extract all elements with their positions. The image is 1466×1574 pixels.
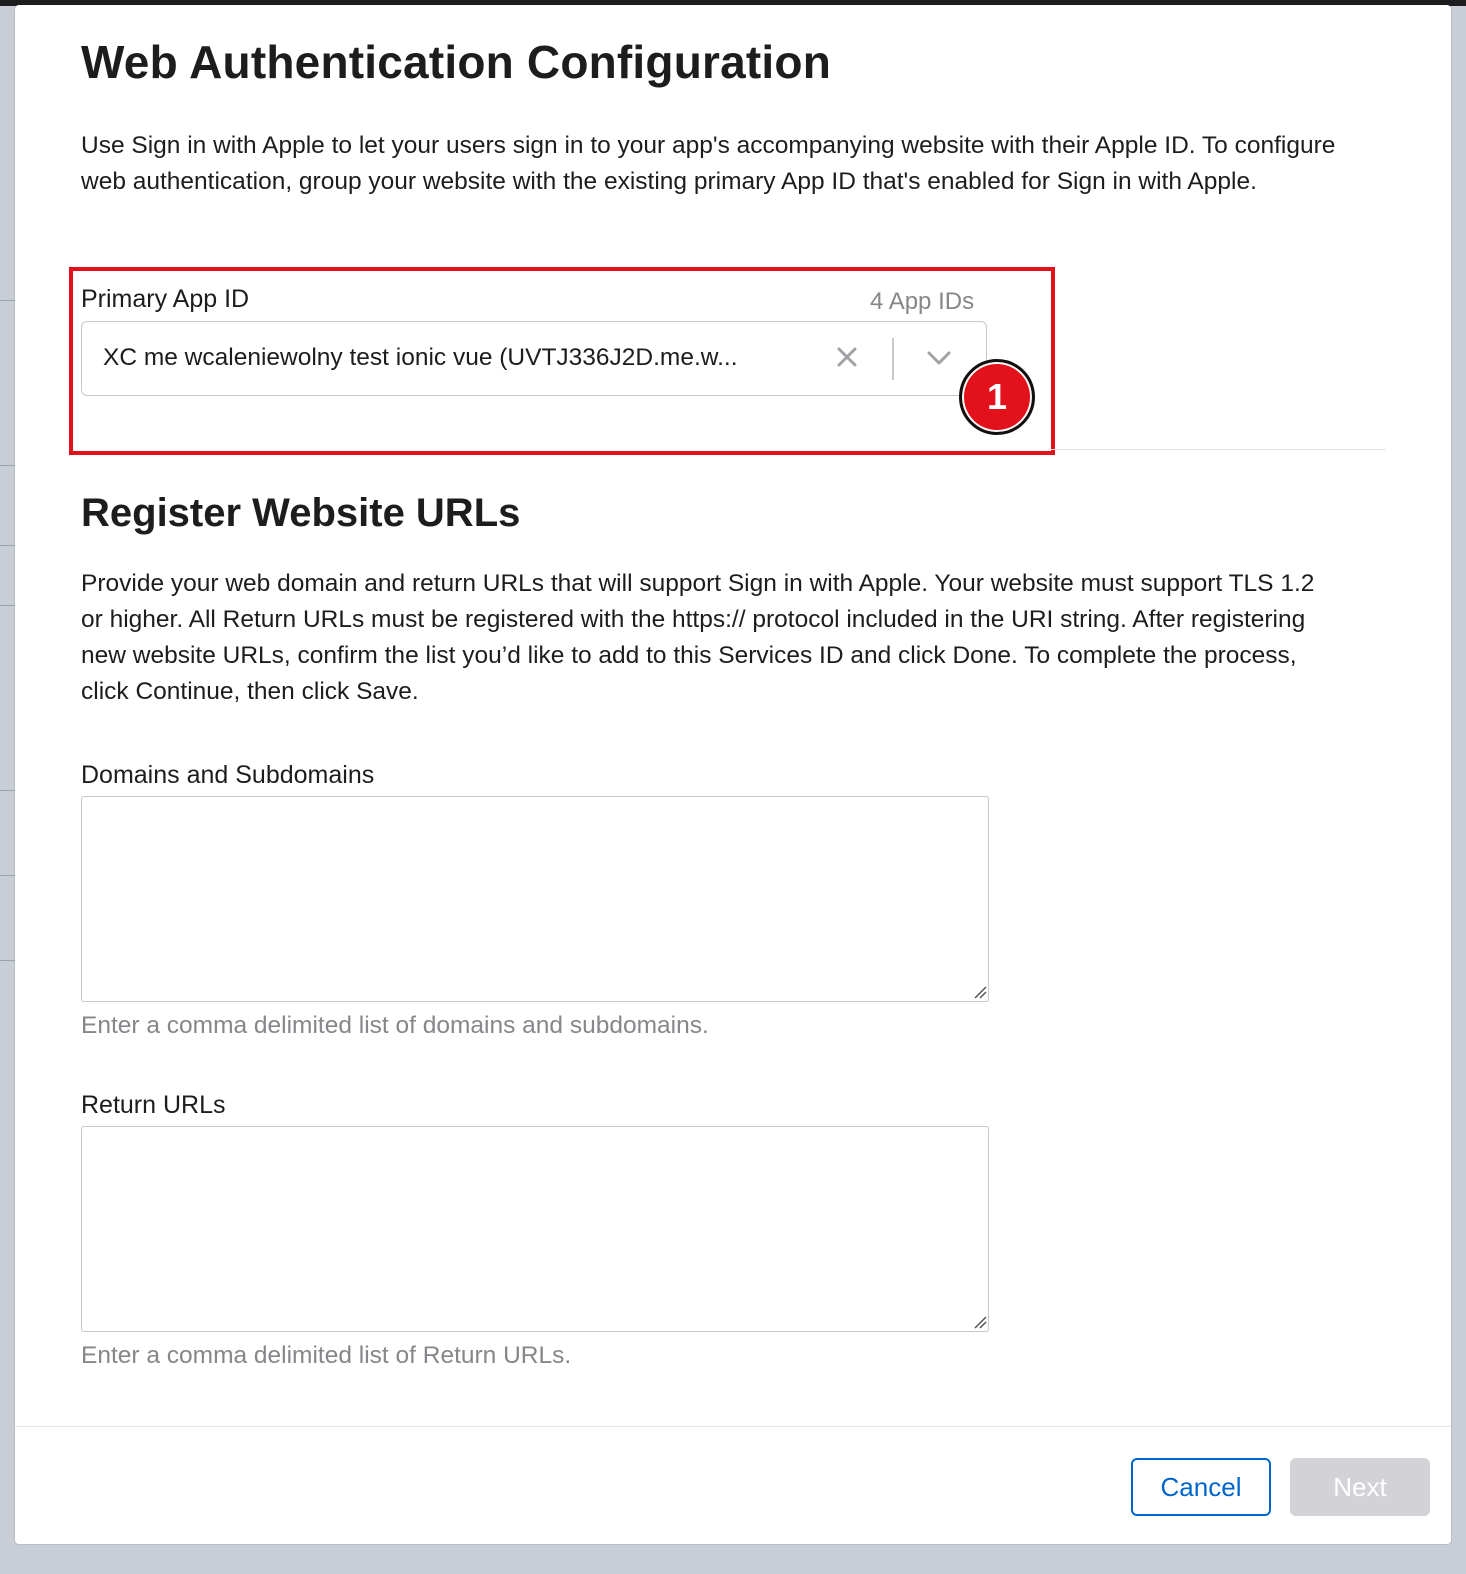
cancel-button[interactable]: Cancel — [1131, 1458, 1271, 1516]
domains-hint: Enter a comma delimited list of domains and subdomains. — [81, 1012, 709, 1039]
primary-app-id-selected-value: XC me wcaleniewolny test ionic vue (UVTJ336J2D.me.w... — [103, 344, 738, 371]
modal-title: Web Authentication Configuration — [81, 36, 831, 88]
clear-icon[interactable] — [832, 342, 862, 372]
domains-textarea[interactable] — [81, 796, 989, 1002]
domains-label: Domains and Subdomains — [81, 761, 375, 789]
web-auth-config-modal — [15, 5, 1451, 1544]
primary-app-id-label: Primary App ID — [81, 285, 250, 313]
register-section-description: Provide your web domain and return URLs that will support Sign in with Apple. Your website must support TLS 1.2 or higher. All Return URLs must be registered with the https:// protocol included in the URI string. After registering new website URLs, confirm the list you’d like to add to this Services ID and click Done. To complete the process, click Continue, then click Save. — [81, 570, 1315, 705]
select-divider — [892, 338, 894, 380]
annotation-step-badge: 1 — [959, 359, 1035, 435]
chevron-down-icon[interactable] — [924, 346, 954, 370]
register-section-title: Register Website URLs — [81, 491, 521, 535]
next-button[interactable]: Next — [1290, 1458, 1430, 1516]
modal-intro-text: Use Sign in with Apple to let your users sign in to your app's accompanying website with their Apple ID. To configure web authentication, group your website with the existing primary App ID that's enabled for Sign in with Apple. — [81, 132, 1336, 195]
return-urls-hint: Enter a comma delimited list of Return URLs. — [81, 1342, 572, 1369]
primary-app-id-select[interactable] — [81, 321, 987, 396]
return-urls-textarea[interactable] — [81, 1126, 989, 1332]
return-urls-label: Return URLs — [81, 1091, 226, 1119]
app-id-count: 4 App IDs — [870, 288, 975, 315]
resize-grip-icon[interactable] — [973, 1315, 987, 1329]
resize-grip-icon[interactable] — [973, 985, 987, 999]
section-divider — [1051, 449, 1386, 450]
footer-divider — [15, 1426, 1451, 1427]
